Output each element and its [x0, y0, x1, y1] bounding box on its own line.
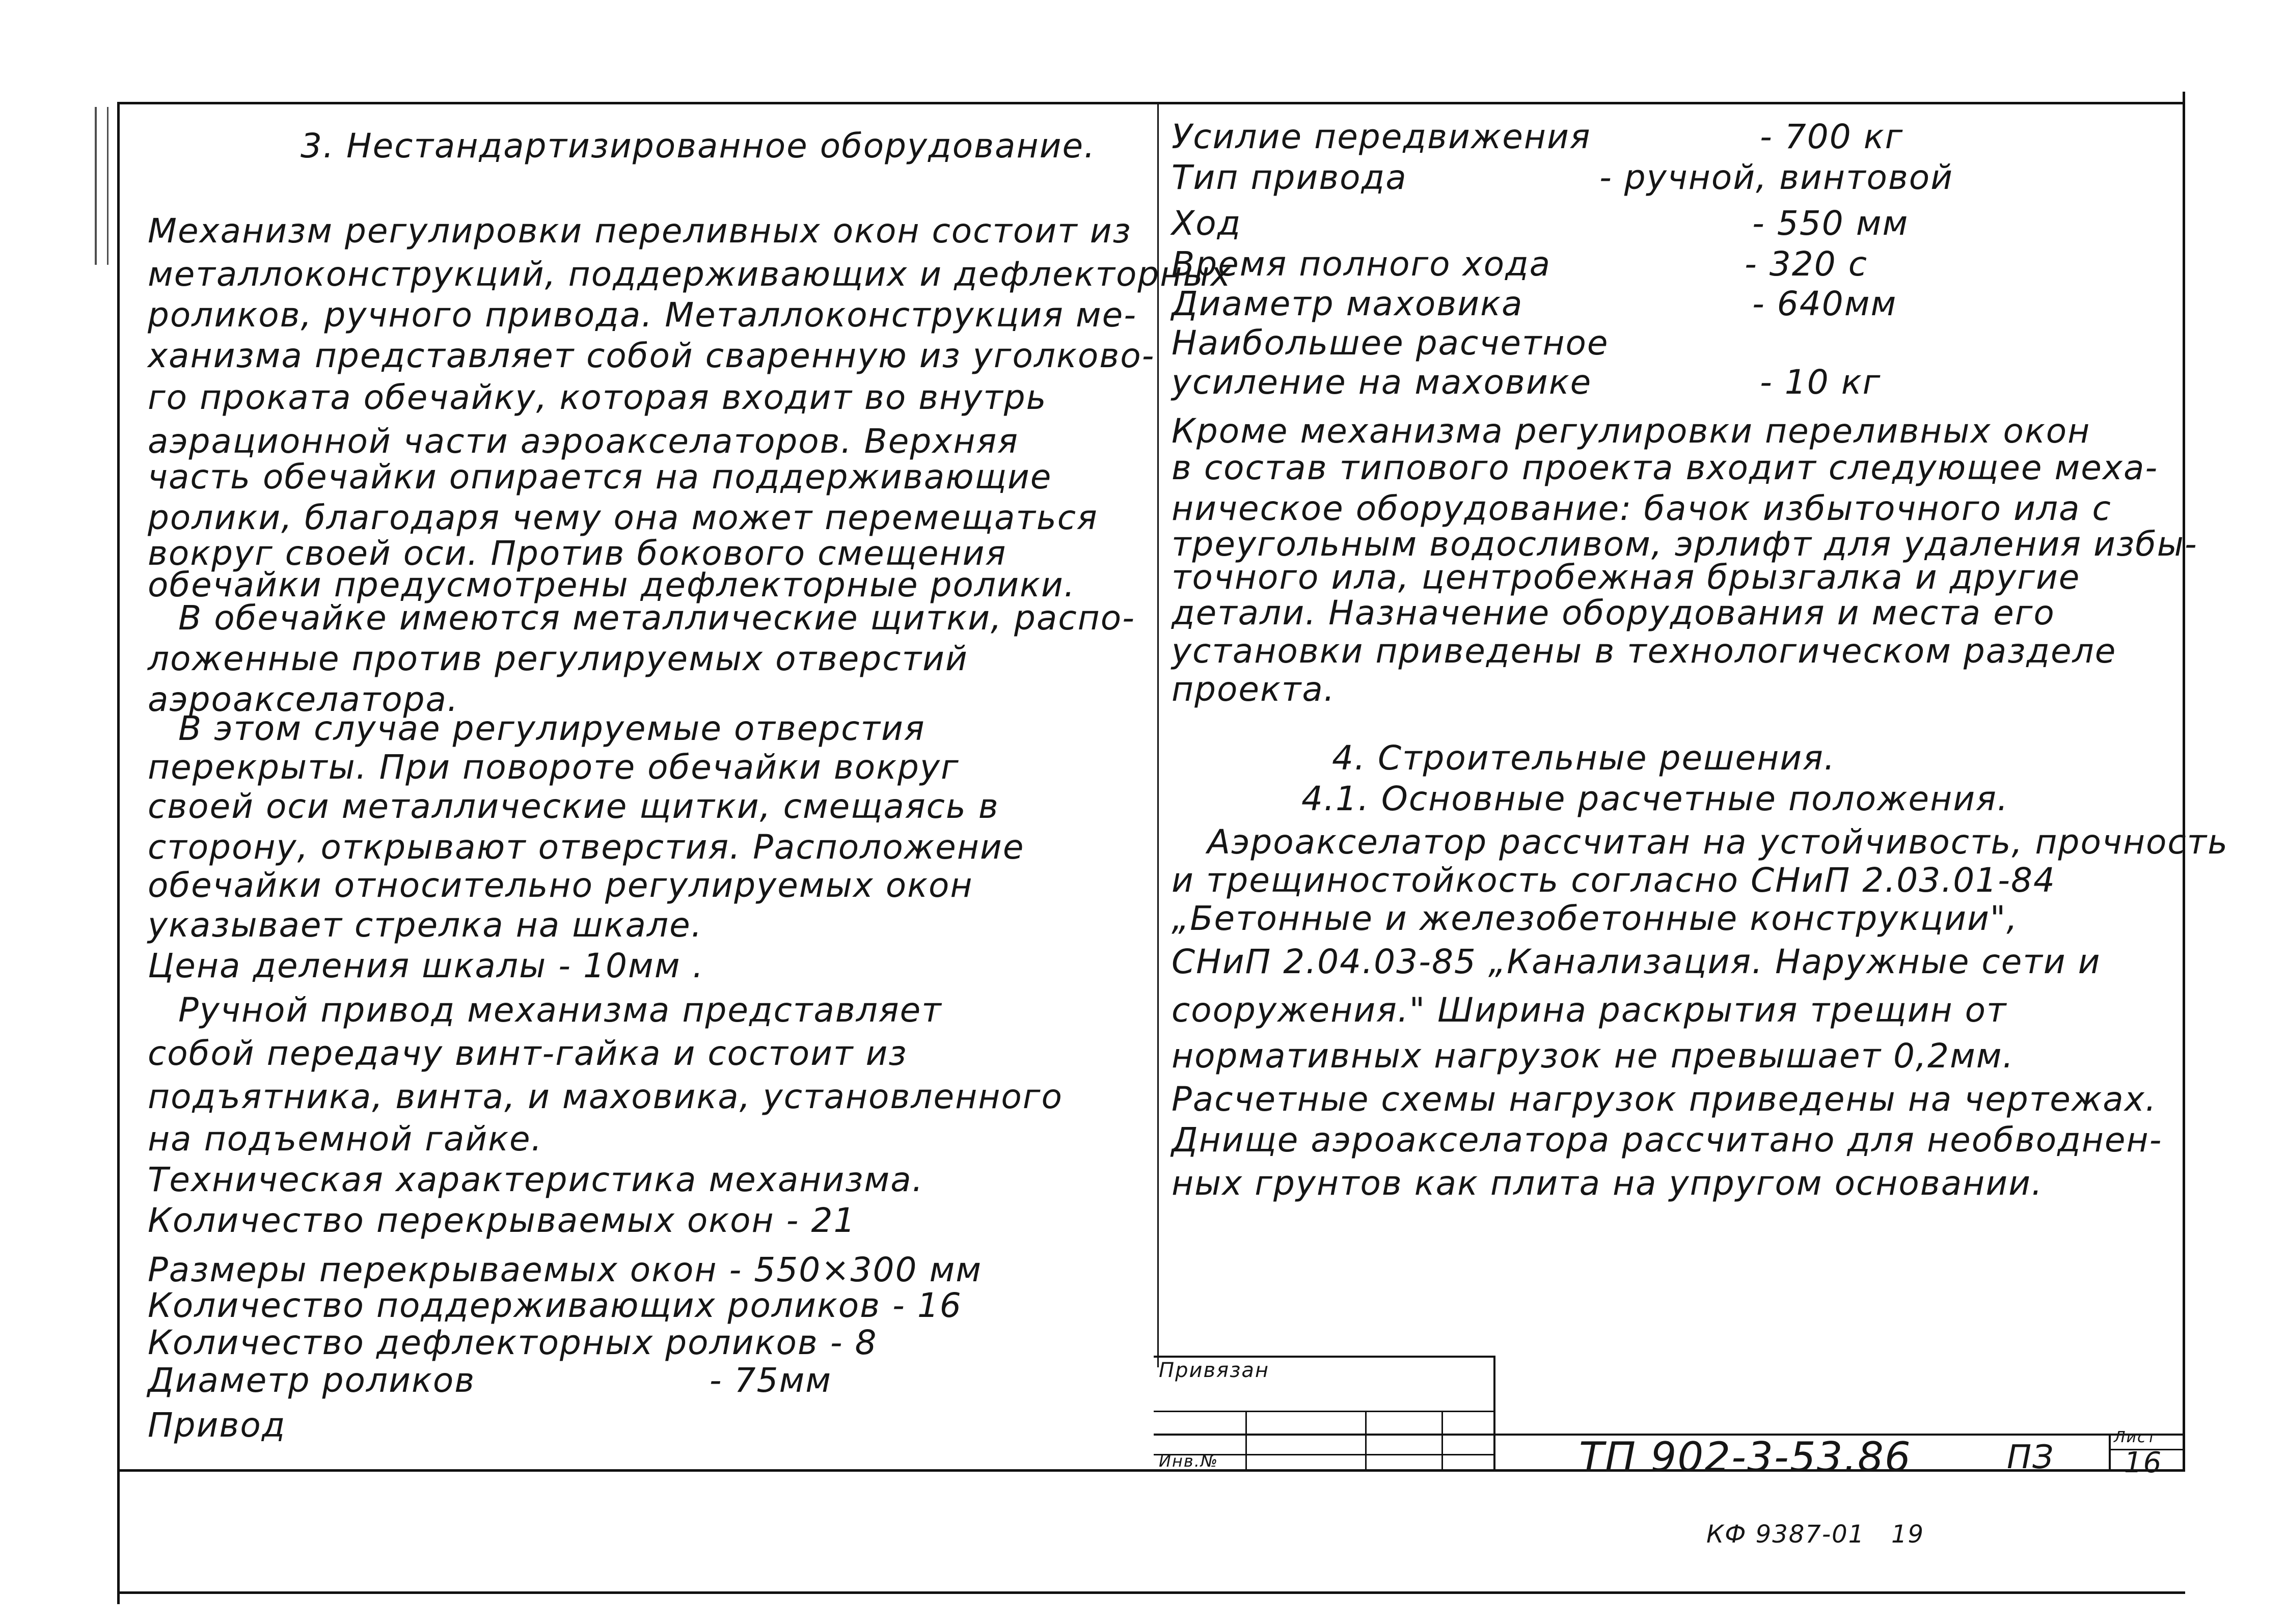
column-divider	[1157, 104, 1159, 1367]
left-line-21: Ручной привод механизма представляет	[178, 990, 942, 1030]
section-4-1-heading: 4.1. Основные расчетные положения.	[1301, 779, 2009, 818]
right-para2-line-3: „Бетонные и железобетонные конструкции",	[1172, 899, 2019, 938]
spec-label: Тип привода	[1172, 158, 1407, 197]
spec-value: - 550 мм	[1752, 204, 1909, 243]
spec-label: Диаметр маховика	[1172, 284, 1523, 323]
spec-row	[1172, 117, 1591, 156]
right-para2-line-6: нормативных нагрузок не превышает 0,2мм.	[1172, 1036, 2015, 1076]
right-para1-line-7: установки приведены в технологическом разделе	[1172, 631, 2117, 671]
left-line-12: ложенные против регулируемых отверстий	[148, 639, 968, 678]
left-line-13: аэроакселатора.	[148, 680, 459, 719]
spec-row	[1172, 158, 1407, 197]
spec-row	[1172, 363, 1592, 402]
spec-row	[1172, 323, 1609, 363]
right-para2-line-5: сооружения." Ширина раскрытия трещин от	[1172, 990, 2007, 1030]
right-para2-line-2: и трещиностойкость согласно СНиП 2.03.01-84	[1172, 861, 2056, 900]
right-para2-line-7: Расчетные схемы нагрузок приведены на чертежах.	[1172, 1080, 2157, 1119]
left-line-5: го проката обечайку, которая входит во внутрь	[148, 378, 1047, 417]
right-para2-line-9: ных грунтов как плита на упругом основании.	[1172, 1164, 2044, 1203]
left-line-29: Количество дефлекторных роликов - 8	[148, 1323, 878, 1362]
left-line-2: металлоконструкций, поддерживающих и дефлекторных	[148, 255, 1232, 294]
sheet-label: Лист	[2114, 1428, 2157, 1446]
left-line-15: перекрыты. При повороте обечайки вокруг	[148, 748, 960, 787]
right-para1-line-1: Кроме механизма регулировки переливных окон	[1172, 411, 2091, 451]
frame-right-line	[2183, 92, 2185, 1472]
stamp-grid-top	[1154, 1356, 1495, 1358]
left-line-25: Техническая характеристика механизма.	[148, 1160, 924, 1199]
section-4-heading: 4. Строительные решения.	[1332, 738, 1836, 778]
frame-lower-line	[117, 1591, 2185, 1594]
left-line-27: Размеры перекрываемых окон - 550×300 мм	[148, 1250, 983, 1289]
right-para1-line-8: проекта.	[1172, 670, 1336, 709]
stamp-grid-right	[1493, 1356, 1495, 1470]
spec-label: Ход	[1172, 204, 1242, 243]
stamp-row-1	[1154, 1411, 1495, 1412]
left-line-6: аэрационной части аэроакселаторов. Верхняя	[148, 422, 1019, 461]
left-line-3: роликов, ручного привода. Металлоконструкция ме-	[148, 295, 1137, 335]
right-para2-line-8: Днище аэроакселатора рассчитано для необводнен-	[1172, 1120, 2163, 1160]
sheet-box-left	[2109, 1434, 2111, 1472]
right-para1-line-5: точного ила, центробежная брызгалка и другие	[1172, 558, 2081, 597]
left-line-7: часть обечайки опирается на поддерживающие	[148, 457, 1052, 497]
spec-row	[1172, 204, 1241, 243]
left-line-30: Диаметр роликов - 75мм	[148, 1361, 832, 1400]
footer-stamp: КФ 9387-01 19	[1706, 1520, 1925, 1549]
left-line-18: обечайки относительно регулируемых окон	[148, 866, 973, 905]
left-line-24: на подъемной гайке.	[148, 1119, 543, 1159]
spec-label: усиление на маховике	[1172, 363, 1592, 402]
left-line-10: обечайки предусмотрены дефлекторные ролики.	[148, 565, 1076, 604]
right-para1-line-3: ническое оборудование: бачок избыточного ила с	[1172, 489, 2112, 528]
frame-left-line	[117, 102, 120, 1604]
section-code: ПЗ	[2007, 1439, 2055, 1476]
spec-label: Наибольшее расчетное	[1172, 323, 1609, 363]
spec-value: - 640мм	[1752, 284, 1897, 323]
right-para1-line-6: детали. Назначение оборудования и места его	[1172, 593, 2055, 632]
spec-row	[1172, 284, 1523, 323]
right-para1-line-2: в состав типового проекта входит следующее меха-	[1172, 448, 2159, 487]
privyazan-label: Привязан	[1159, 1359, 1270, 1382]
spec-row	[1172, 244, 1551, 284]
right-para2-line-4: СНиП 2.04.03-85 „Канализация. Наружные сети и	[1172, 942, 2101, 981]
spec-label: Время полного хода	[1172, 244, 1552, 284]
left-line-31: Привод	[148, 1406, 286, 1445]
left-line-11: В обечайке имеются металлические щитки, распо-	[178, 598, 1135, 638]
left-line-19: указывает стрелка на шкале.	[148, 905, 703, 945]
left-line-20: Цена деления шкалы - 10мм .	[148, 946, 704, 985]
spec-value: - 320 с	[1745, 244, 1868, 284]
left-line-17: сторону, открывают отверстия. Расположение	[148, 828, 1025, 867]
left-line-4: ханизма представляет собой сваренную из уголково-	[148, 336, 1155, 375]
inv-label: Инв.№	[1159, 1451, 1219, 1471]
stamp-col-3	[1441, 1411, 1443, 1470]
spec-value: - ручной, винтовой	[1599, 158, 1954, 197]
right-para1-line-4: треугольным водосливом, эрлифт для удаления избы-	[1172, 525, 2198, 564]
left-line-14: В этом случае регулируемые отверстия	[178, 709, 926, 748]
sheet-number: 16	[2124, 1446, 2163, 1479]
left-line-23: подъятника, винта, и маховика, установленного	[148, 1077, 1063, 1116]
spec-label: Усилие передвижения	[1172, 117, 1591, 156]
right-para2-line-1: Аэроакселатор рассчитан на устойчивость, прочность	[1207, 822, 2228, 862]
spec-value: - 700 кг	[1760, 117, 1904, 156]
left-line-26: Количество перекрываемых окон - 21	[148, 1201, 856, 1240]
doc-code: ТП 902-3-53.86	[1579, 1434, 1912, 1481]
section-3-heading: 3. Нестандартизированное оборудование.	[301, 126, 1096, 166]
stamp-col-2	[1365, 1411, 1367, 1470]
frame-top-line	[117, 102, 2185, 104]
spec-value: - 10 кг	[1760, 363, 1882, 402]
stamp-col-1	[1245, 1411, 1247, 1470]
left-line-22: собой передачу винт-гайка и состоит из	[148, 1034, 908, 1073]
left-line-16: своей оси металлические щитки, смещаясь в	[148, 787, 999, 826]
left-line-8: ролики, благодаря чему она может перемещаться	[148, 498, 1098, 537]
left-line-1: Механизм регулировки переливных окон состоит из	[148, 211, 1132, 251]
left-line-28: Количество поддерживающих роликов - 16	[148, 1286, 962, 1325]
binding-mark	[95, 107, 108, 265]
left-line-9: вокруг своей оси. Против бокового смещения	[148, 534, 1007, 573]
